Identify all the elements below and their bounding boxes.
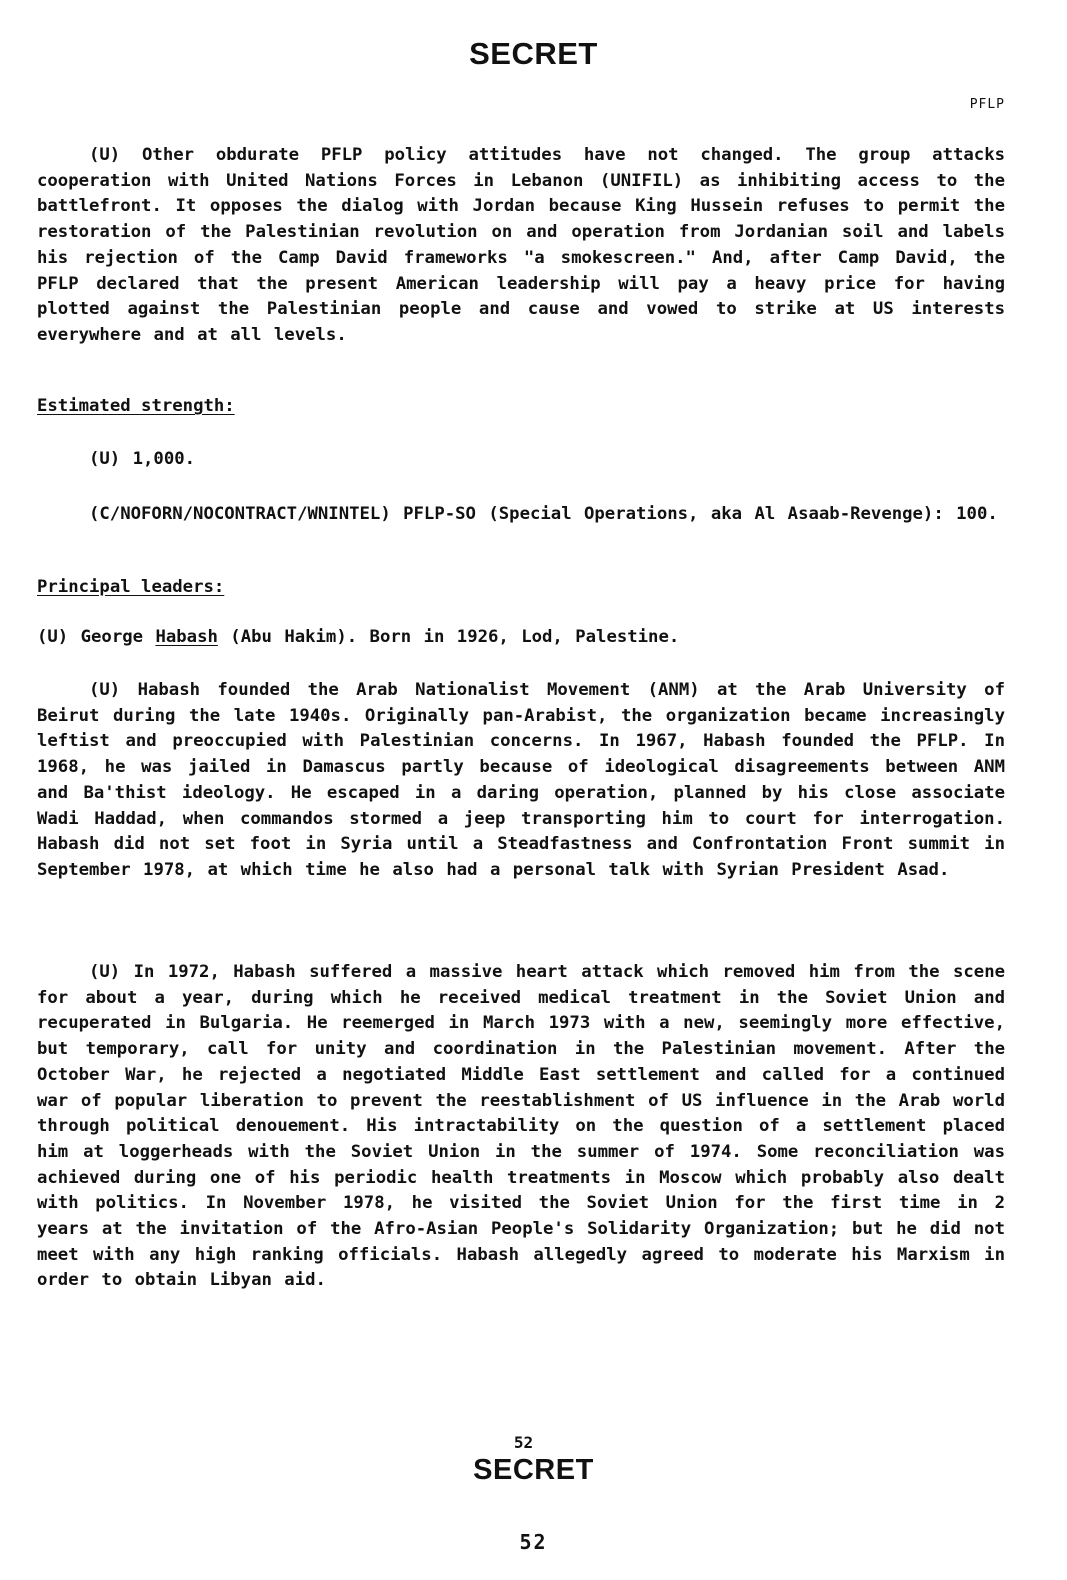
leader-surname: Habash bbox=[155, 627, 218, 647]
habash-founded-paragraph-block bbox=[37, 678, 1005, 884]
policy-paragraph-block bbox=[37, 143, 1005, 349]
page-number-upper: 52 bbox=[513, 1433, 534, 1452]
pflp-so-paragraph-block bbox=[37, 502, 1005, 528]
page-number-lower: 52 bbox=[519, 1530, 548, 1554]
habash-1972-paragraph-block bbox=[37, 960, 1005, 1294]
leader-prefix: (U) George bbox=[37, 627, 144, 647]
section-tag: PFLP bbox=[969, 97, 1005, 112]
leader-line bbox=[37, 627, 679, 647]
classification-marking-top: SECRET bbox=[469, 36, 598, 71]
strength-heading: Estimated strength: bbox=[37, 396, 235, 416]
habash-founded-paragraph: (U) Habash founded the Arab Nationalist Movement (ANM) at the Arab University of Beirut during the late 1940s. Originally pan-Arabist, the organization became increasingly leftist and preoccupied with Palestinian concerns. In 1967, Habash founded the PFLP. In 1968, he was jailed in Damascus partly because of ideological disagreements between ANM and Ba'thist ideology. He escaped in a daring operation, planned by his close associate Wadi Haddad, when commandos stormed a jeep transporting him to court for interrogation. Habash did not set foot in Syria until a Steadfastness and Confrontation Front summit in September 1978, at which time he also had a personal talk with Syrian President Asad. bbox=[37, 680, 1005, 880]
policy-paragraph: (U) Other obdurate PFLP policy attitudes have not changed. The group attacks cooperation with United Nations Forces in Lebanon (UNIFIL) as inhibiting access to the battlefront. It opposes the dialog with Jordan because King Hussein refuses to permit the restoration of the Palestinian revolution on and operation from Jordanian soil and labels his rejection of the Camp David frameworks "a smokescreen." And, after Camp David, the PFLP declared that the present American leadership will pay a heavy price for having plotted against the Palestinian people and cause and vowed to strike at US interests everywhere and at all levels. bbox=[37, 145, 1005, 345]
pflp-so-paragraph: (C/NOFORN/NOCONTRACT/WNINTEL) PFLP-SO (Special Operations, aka Al Asaab-Revenge): 100. bbox=[89, 504, 998, 524]
leaders-heading: Principal leaders: bbox=[37, 577, 225, 597]
habash-1972-paragraph: (U) In 1972, Habash suffered a massive heart attack which removed him from the scene for about a year, during which he received medical treatment in the Soviet Union and recuperated in Bulgaria. He reemerged in March 1973 with a new, seemingly more effective, but temporary, call for unity and coordination in the Palestinian movement. After the October War, he rejected a negotiated Middle East settlement and called for a continued war of popular liberation to prevent the reestablishment of US influence in the Arab world through political denouement. His intractability on the question of a settlement placed him at loggerheads with the Soviet Union in the summer of 1974. Some reconciliation was achieved during one of his periodic health treatments in Moscow which probably also dealt with politics. In November 1978, he visited the Soviet Union for the first time in 2 years at the invitation of the Afro-Asian People's Solidarity Organization; but he did not meet with any high ranking officials. Habash allegedly agreed to moderate his Marxism in order to obtain Libyan aid. bbox=[37, 962, 1005, 1291]
strength-value: (U) 1,000. bbox=[89, 449, 196, 469]
classification-marking-bottom: SECRET bbox=[473, 1454, 594, 1486]
leader-details: (Abu Hakim). Born in 1926, Lod, Palestine. bbox=[230, 627, 680, 647]
